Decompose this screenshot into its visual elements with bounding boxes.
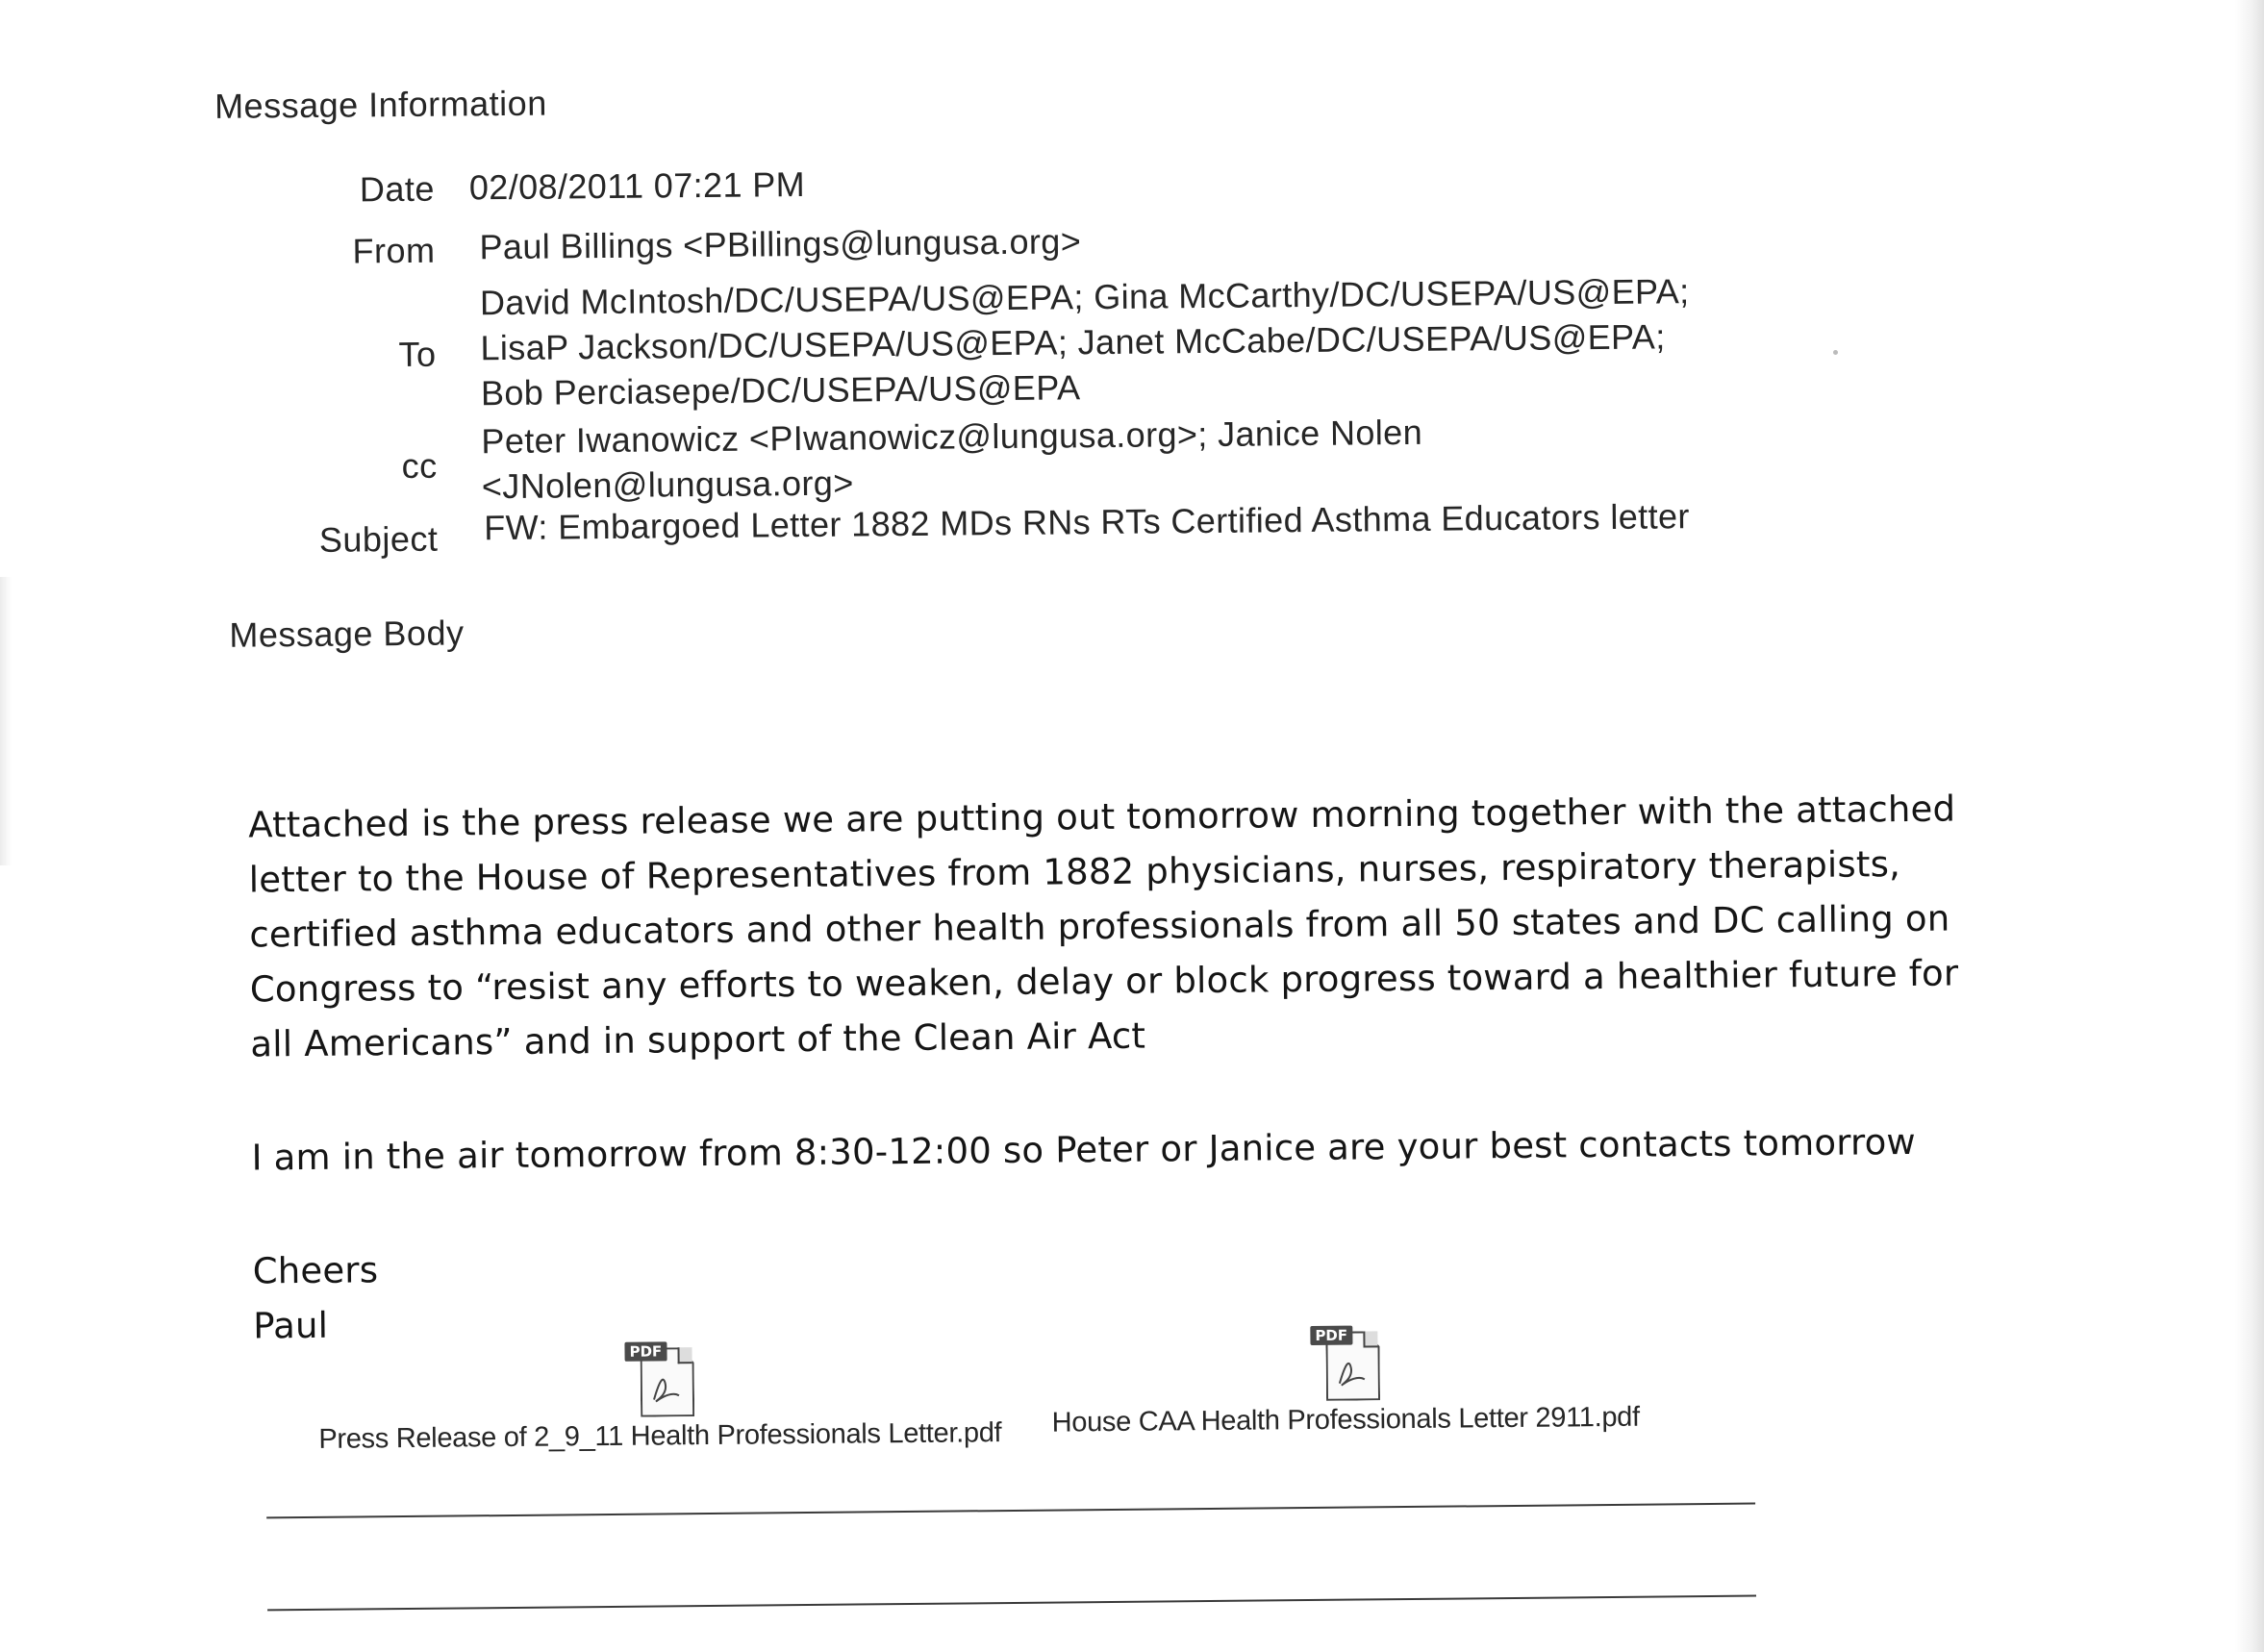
separator-line	[266, 1503, 1755, 1519]
attachment-filename[interactable]: House CAA Health Professionals Letter 2911.pdf	[1051, 1401, 1640, 1439]
body-line: I am in the air tomorrow from 8:30-12:00 so Peter or Janice are your best contacts tomorrow	[251, 1120, 1917, 1179]
date-value: 02/08/2011 07:21 PM	[468, 163, 806, 208]
message-body-availability	[251, 1114, 2040, 1186]
date-label: Date	[359, 168, 436, 210]
to-recipients-line: LisaP Jackson/DC/USEPA/US@EPA; Janet McCabe/DC/USEPA/US@EPA;	[480, 316, 1666, 368]
pdf-badge: PDF	[624, 1341, 667, 1361]
separator-line	[267, 1595, 1756, 1612]
body-line: Attached is the press release we are putting out tomorrow morning together with the attached	[248, 788, 1956, 846]
subject-value: FW: Embargoed Letter 1882 MDs RNs RTs Certified Asthma Educators letter	[484, 496, 1690, 548]
attachment-filename[interactable]: Press Release of 2_9_11 Health Professionals Letter.pdf	[318, 1417, 1002, 1455]
cc-recipients-line: <JNolen@lungusa.org>	[481, 463, 854, 507]
cc-recipients	[481, 410, 1423, 509]
body-line: letter to the House of Representatives from 1882 physicians, nurses, respiratory therapists,	[248, 843, 1901, 901]
scan-speck	[1833, 350, 1838, 355]
message-body-heading: Message Body	[229, 613, 465, 655]
signature-text: Paul	[253, 1304, 329, 1347]
cc-recipients-line: Peter Iwanowicz <PIwanowicz@lungusa.org>; Janice Nolen	[481, 412, 1423, 462]
attachment-press-release[interactable]	[284, 1337, 1035, 1456]
message-information-heading: Message Information	[214, 83, 547, 126]
closing-text: Cheers	[252, 1249, 379, 1292]
from-value: Paul Billings <PBillings@lungusa.org>	[479, 221, 1082, 267]
message-body-text	[248, 781, 2040, 1072]
cc-label: cc	[401, 445, 438, 487]
from-label: From	[352, 230, 436, 271]
to-recipients	[480, 268, 1691, 415]
to-label: To	[398, 334, 437, 375]
pdf-file-icon	[620, 1339, 698, 1417]
body-line: Congress to “resist any efforts to weaken, delay or block progress toward a healthier future for	[249, 952, 1959, 1011]
to-recipients-line: Bob Perciasepe/DC/USEPA/US@EPA	[480, 367, 1081, 413]
body-line: certified asthma educators and other health professionals from all 50 states and DC calling on	[249, 897, 1950, 956]
to-recipients-line: David McIntosh/DC/USEPA/US@EPA; Gina McCarthy/DC/USEPA/US@EPA;	[479, 271, 1690, 323]
body-line: all Americans” and in support of the Clean Air Act	[250, 1014, 1146, 1065]
pdf-badge: PDF	[1310, 1326, 1352, 1345]
pdf-file-icon	[1306, 1323, 1384, 1401]
attachment-house-letter[interactable]	[1032, 1321, 1658, 1439]
subject-label: Subject	[318, 518, 439, 560]
